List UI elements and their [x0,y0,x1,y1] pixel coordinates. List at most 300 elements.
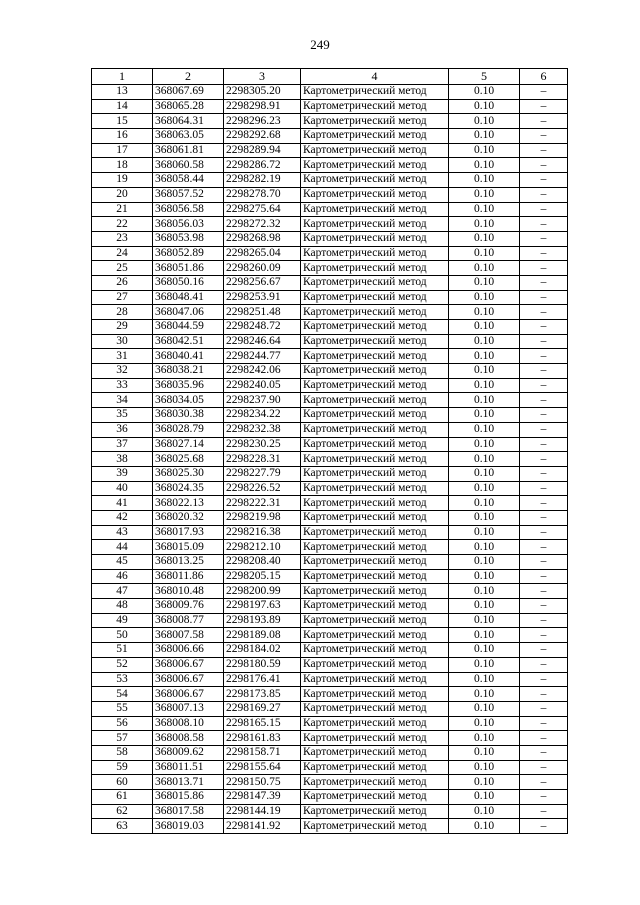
method-cell: Картометрический метод [301,731,449,746]
method-cell: Картометрический метод [301,540,449,555]
note-cell: – [520,672,568,687]
point-number-cell: 19 [92,173,153,188]
point-number-cell: 40 [92,481,153,496]
table-row [92,261,568,276]
method-cell: Картометрический метод [301,819,449,834]
method-cell: Картометрический метод [301,275,449,290]
accuracy-cell: 0.10 [449,555,520,570]
method-cell: Картометрический метод [301,114,449,129]
note-cell: – [520,628,568,643]
point-number-cell: 34 [92,393,153,408]
table-row [92,437,568,452]
table-row [92,393,568,408]
y-coordinate-cell: 2298237.90 [224,393,301,408]
note-cell: – [520,364,568,379]
method-cell: Картометрический метод [301,628,449,643]
y-coordinate-cell: 2298289.94 [224,143,301,158]
method-cell: Картометрический метод [301,613,449,628]
method-cell: Картометрический метод [301,290,449,305]
table-row [92,657,568,672]
point-number-cell: 15 [92,114,153,129]
point-number-cell: 27 [92,290,153,305]
table-row [92,422,568,437]
method-cell: Картометрический метод [301,99,449,114]
method-cell: Картометрический метод [301,555,449,570]
method-cell: Картометрический метод [301,584,449,599]
x-coordinate-cell: 368007.13 [153,701,224,716]
point-number-cell: 28 [92,305,153,320]
point-number-cell: 26 [92,275,153,290]
note-cell: – [520,804,568,819]
accuracy-cell: 0.10 [449,129,520,144]
y-coordinate-cell: 2298275.64 [224,202,301,217]
note-cell: – [520,393,568,408]
y-coordinate-cell: 2298272.32 [224,217,301,232]
accuracy-cell: 0.10 [449,246,520,261]
y-coordinate-cell: 2298161.83 [224,731,301,746]
point-number-cell: 55 [92,701,153,716]
table-row [92,775,568,790]
accuracy-cell: 0.10 [449,481,520,496]
accuracy-cell: 0.10 [449,393,520,408]
method-cell: Картометрический метод [301,143,449,158]
point-number-cell: 46 [92,569,153,584]
accuracy-cell: 0.10 [449,731,520,746]
x-coordinate-cell: 368022.13 [153,496,224,511]
accuracy-cell: 0.10 [449,334,520,349]
table-body [92,85,568,834]
table-row [92,246,568,261]
y-coordinate-cell: 2298242.06 [224,364,301,379]
x-coordinate-cell: 368008.58 [153,731,224,746]
x-coordinate-cell: 368057.52 [153,187,224,202]
point-number-cell: 32 [92,364,153,379]
table-row [92,790,568,805]
method-cell: Картометрический метод [301,320,449,335]
y-coordinate-cell: 2298232.38 [224,422,301,437]
table-row [92,804,568,819]
method-cell: Картометрический метод [301,261,449,276]
point-number-cell: 21 [92,202,153,217]
y-coordinate-cell: 2298230.25 [224,437,301,452]
y-coordinate-cell: 2298246.64 [224,334,301,349]
accuracy-cell: 0.10 [449,85,520,100]
accuracy-cell: 0.10 [449,275,520,290]
y-coordinate-cell: 2298253.91 [224,290,301,305]
accuracy-cell: 0.10 [449,217,520,232]
x-coordinate-cell: 368009.62 [153,745,224,760]
accuracy-cell: 0.10 [449,466,520,481]
y-coordinate-cell: 2298244.77 [224,349,301,364]
x-coordinate-cell: 368038.21 [153,364,224,379]
x-coordinate-cell: 368024.35 [153,481,224,496]
accuracy-cell: 0.10 [449,320,520,335]
x-coordinate-cell: 368056.03 [153,217,224,232]
accuracy-cell: 0.10 [449,745,520,760]
table-row [92,364,568,379]
accuracy-cell: 0.10 [449,716,520,731]
note-cell: – [520,496,568,511]
accuracy-cell: 0.10 [449,305,520,320]
method-cell: Картометрический метод [301,187,449,202]
x-coordinate-cell: 368053.98 [153,231,224,246]
point-number-cell: 35 [92,408,153,423]
y-coordinate-cell: 2298169.27 [224,701,301,716]
table-row [92,275,568,290]
x-coordinate-cell: 368048.41 [153,290,224,305]
x-coordinate-cell: 368056.58 [153,202,224,217]
y-coordinate-cell: 2298222.31 [224,496,301,511]
accuracy-cell: 0.10 [449,510,520,525]
method-cell: Картометрический метод [301,85,449,100]
header-col-1: 1 [92,69,153,85]
note-cell: – [520,129,568,144]
table-row [92,408,568,423]
x-coordinate-cell: 368061.81 [153,143,224,158]
accuracy-cell: 0.10 [449,701,520,716]
y-coordinate-cell: 2298176.41 [224,672,301,687]
accuracy-cell: 0.10 [449,613,520,628]
table-row [92,231,568,246]
note-cell: – [520,290,568,305]
accuracy-cell: 0.10 [449,202,520,217]
note-cell: – [520,202,568,217]
accuracy-cell: 0.10 [449,290,520,305]
y-coordinate-cell: 2298226.52 [224,481,301,496]
accuracy-cell: 0.10 [449,114,520,129]
point-number-cell: 48 [92,599,153,614]
point-number-cell: 23 [92,231,153,246]
point-number-cell: 22 [92,217,153,232]
method-cell: Картометрический метод [301,246,449,261]
x-coordinate-cell: 368019.03 [153,819,224,834]
x-coordinate-cell: 368007.58 [153,628,224,643]
table-row [92,599,568,614]
point-number-cell: 39 [92,466,153,481]
note-cell: – [520,187,568,202]
method-cell: Картометрический метод [301,129,449,144]
method-cell: Картометрический метод [301,437,449,452]
table-row [92,202,568,217]
point-number-cell: 30 [92,334,153,349]
table-row [92,731,568,746]
point-number-cell: 25 [92,261,153,276]
point-number-cell: 54 [92,687,153,702]
accuracy-cell: 0.10 [449,187,520,202]
note-cell: – [520,275,568,290]
table-row [92,173,568,188]
method-cell: Картометрический метод [301,349,449,364]
note-cell: – [520,745,568,760]
x-coordinate-cell: 368035.96 [153,378,224,393]
point-number-cell: 62 [92,804,153,819]
x-coordinate-cell: 368050.16 [153,275,224,290]
x-coordinate-cell: 368025.30 [153,466,224,481]
x-coordinate-cell: 368060.58 [153,158,224,173]
header-col-6: 6 [520,69,568,85]
note-cell: – [520,790,568,805]
note-cell: – [520,555,568,570]
accuracy-cell: 0.10 [449,804,520,819]
x-coordinate-cell: 368034.05 [153,393,224,408]
x-coordinate-cell: 368006.67 [153,687,224,702]
x-coordinate-cell: 368044.59 [153,320,224,335]
accuracy-cell: 0.10 [449,99,520,114]
accuracy-cell: 0.10 [449,819,520,834]
method-cell: Картометрический метод [301,657,449,672]
method-cell: Картометрический метод [301,804,449,819]
table-row [92,158,568,173]
method-cell: Картометрический метод [301,745,449,760]
point-number-cell: 42 [92,510,153,525]
note-cell: – [520,701,568,716]
table-row [92,716,568,731]
y-coordinate-cell: 2298197.63 [224,599,301,614]
table-row [92,745,568,760]
y-coordinate-cell: 2298228.31 [224,452,301,467]
x-coordinate-cell: 368006.67 [153,657,224,672]
accuracy-cell: 0.10 [449,599,520,614]
x-coordinate-cell: 368011.51 [153,760,224,775]
page-number: 249 [310,37,330,52]
point-number-cell: 58 [92,745,153,760]
note-cell: – [520,510,568,525]
x-coordinate-cell: 368028.79 [153,422,224,437]
table-row [92,378,568,393]
x-coordinate-cell: 368008.77 [153,613,224,628]
point-number-cell: 43 [92,525,153,540]
method-cell: Картометрический метод [301,790,449,805]
accuracy-cell: 0.10 [449,452,520,467]
y-coordinate-cell: 2298251.48 [224,305,301,320]
note-cell: – [520,85,568,100]
point-number-cell: 36 [92,422,153,437]
note-cell: – [520,305,568,320]
note-cell: – [520,569,568,584]
point-number-cell: 53 [92,672,153,687]
x-coordinate-cell: 368009.76 [153,599,224,614]
x-coordinate-cell: 368051.86 [153,261,224,276]
method-cell: Картометрический метод [301,408,449,423]
table-row [92,334,568,349]
x-coordinate-cell: 368013.25 [153,555,224,570]
x-coordinate-cell: 368040.41 [153,349,224,364]
y-coordinate-cell: 2298256.67 [224,275,301,290]
point-number-cell: 29 [92,320,153,335]
accuracy-cell: 0.10 [449,628,520,643]
y-coordinate-cell: 2298165.15 [224,716,301,731]
table-row [92,217,568,232]
method-cell: Картометрический метод [301,510,449,525]
method-cell: Картометрический метод [301,701,449,716]
header-col-3: 3 [224,69,301,85]
method-cell: Картометрический метод [301,334,449,349]
note-cell: – [520,525,568,540]
accuracy-cell: 0.10 [449,408,520,423]
method-cell: Картометрический метод [301,525,449,540]
method-cell: Картометрический метод [301,643,449,658]
y-coordinate-cell: 2298200.99 [224,584,301,599]
accuracy-cell: 0.10 [449,158,520,173]
y-coordinate-cell: 2298248.72 [224,320,301,335]
accuracy-cell: 0.10 [449,173,520,188]
table-row [92,687,568,702]
point-number-cell: 63 [92,819,153,834]
y-coordinate-cell: 2298296.23 [224,114,301,129]
y-coordinate-cell: 2298305.20 [224,85,301,100]
coordinates-table [91,68,568,834]
method-cell: Картометрический метод [301,481,449,496]
y-coordinate-cell: 2298155.64 [224,760,301,775]
accuracy-cell: 0.10 [449,496,520,511]
method-cell: Картометрический метод [301,378,449,393]
point-number-cell: 44 [92,540,153,555]
table-row [92,584,568,599]
note-cell: – [520,408,568,423]
table-header-row [92,69,568,85]
point-number-cell: 49 [92,613,153,628]
note-cell: – [520,643,568,658]
y-coordinate-cell: 2298180.59 [224,657,301,672]
note-cell: – [520,217,568,232]
method-cell: Картометрический метод [301,775,449,790]
note-cell: – [520,246,568,261]
point-number-cell: 33 [92,378,153,393]
y-coordinate-cell: 2298212.10 [224,540,301,555]
point-number-cell: 47 [92,584,153,599]
y-coordinate-cell: 2298227.79 [224,466,301,481]
x-coordinate-cell: 368006.66 [153,643,224,658]
note-cell: – [520,173,568,188]
x-coordinate-cell: 368067.69 [153,85,224,100]
accuracy-cell: 0.10 [449,525,520,540]
method-cell: Картометрический метод [301,393,449,408]
table-row [92,628,568,643]
accuracy-cell: 0.10 [449,143,520,158]
point-number-cell: 41 [92,496,153,511]
y-coordinate-cell: 2298216.38 [224,525,301,540]
accuracy-cell: 0.10 [449,422,520,437]
note-cell: – [520,349,568,364]
method-cell: Картометрический метод [301,687,449,702]
header-col-4: 4 [301,69,449,85]
x-coordinate-cell: 368042.51 [153,334,224,349]
note-cell: – [520,437,568,452]
y-coordinate-cell: 2298278.70 [224,187,301,202]
table-row [92,525,568,540]
x-coordinate-cell: 368058.44 [153,173,224,188]
note-cell: – [520,481,568,496]
point-number-cell: 17 [92,143,153,158]
y-coordinate-cell: 2298219.98 [224,510,301,525]
x-coordinate-cell: 368064.31 [153,114,224,129]
point-number-cell: 13 [92,85,153,100]
note-cell: – [520,422,568,437]
y-coordinate-cell: 2298260.09 [224,261,301,276]
y-coordinate-cell: 2298286.72 [224,158,301,173]
point-number-cell: 50 [92,628,153,643]
x-coordinate-cell: 368011.86 [153,569,224,584]
note-cell: – [520,261,568,276]
accuracy-cell: 0.10 [449,790,520,805]
y-coordinate-cell: 2298292.68 [224,129,301,144]
point-number-cell: 56 [92,716,153,731]
table-row [92,187,568,202]
note-cell: – [520,731,568,746]
method-cell: Картометрический метод [301,364,449,379]
header-col-5: 5 [449,69,520,85]
table-row [92,99,568,114]
y-coordinate-cell: 2298298.91 [224,99,301,114]
note-cell: – [520,231,568,246]
accuracy-cell: 0.10 [449,775,520,790]
point-number-cell: 52 [92,657,153,672]
table-row [92,672,568,687]
point-number-cell: 38 [92,452,153,467]
table-row [92,481,568,496]
accuracy-cell: 0.10 [449,261,520,276]
x-coordinate-cell: 368065.28 [153,99,224,114]
method-cell: Картометрический метод [301,569,449,584]
method-cell: Картометрический метод [301,173,449,188]
x-coordinate-cell: 368030.38 [153,408,224,423]
y-coordinate-cell: 2298268.98 [224,231,301,246]
method-cell: Картометрический метод [301,760,449,775]
note-cell: – [520,599,568,614]
point-number-cell: 51 [92,643,153,658]
note-cell: – [520,760,568,775]
x-coordinate-cell: 368020.32 [153,510,224,525]
y-coordinate-cell: 2298282.19 [224,173,301,188]
point-number-cell: 59 [92,760,153,775]
table-row [92,129,568,144]
y-coordinate-cell: 2298184.02 [224,643,301,658]
point-number-cell: 60 [92,775,153,790]
method-cell: Картометрический метод [301,599,449,614]
method-cell: Картометрический метод [301,231,449,246]
point-number-cell: 18 [92,158,153,173]
table-row [92,613,568,628]
y-coordinate-cell: 2298240.05 [224,378,301,393]
y-coordinate-cell: 2298205.15 [224,569,301,584]
y-coordinate-cell: 2298173.85 [224,687,301,702]
method-cell: Картометрический метод [301,716,449,731]
x-coordinate-cell: 368052.89 [153,246,224,261]
accuracy-cell: 0.10 [449,760,520,775]
accuracy-cell: 0.10 [449,231,520,246]
table-row [92,466,568,481]
accuracy-cell: 0.10 [449,672,520,687]
method-cell: Картометрический метод [301,158,449,173]
accuracy-cell: 0.10 [449,657,520,672]
header-col-2: 2 [153,69,224,85]
method-cell: Картометрический метод [301,452,449,467]
table-row [92,540,568,555]
x-coordinate-cell: 368063.05 [153,129,224,144]
note-cell: – [520,320,568,335]
table-row [92,701,568,716]
y-coordinate-cell: 2298193.89 [224,613,301,628]
point-number-cell: 37 [92,437,153,452]
note-cell: – [520,775,568,790]
note-cell: – [520,540,568,555]
note-cell: – [520,143,568,158]
x-coordinate-cell: 368006.67 [153,672,224,687]
method-cell: Картометрический метод [301,466,449,481]
table-row [92,760,568,775]
note-cell: – [520,452,568,467]
y-coordinate-cell: 2298158.71 [224,745,301,760]
